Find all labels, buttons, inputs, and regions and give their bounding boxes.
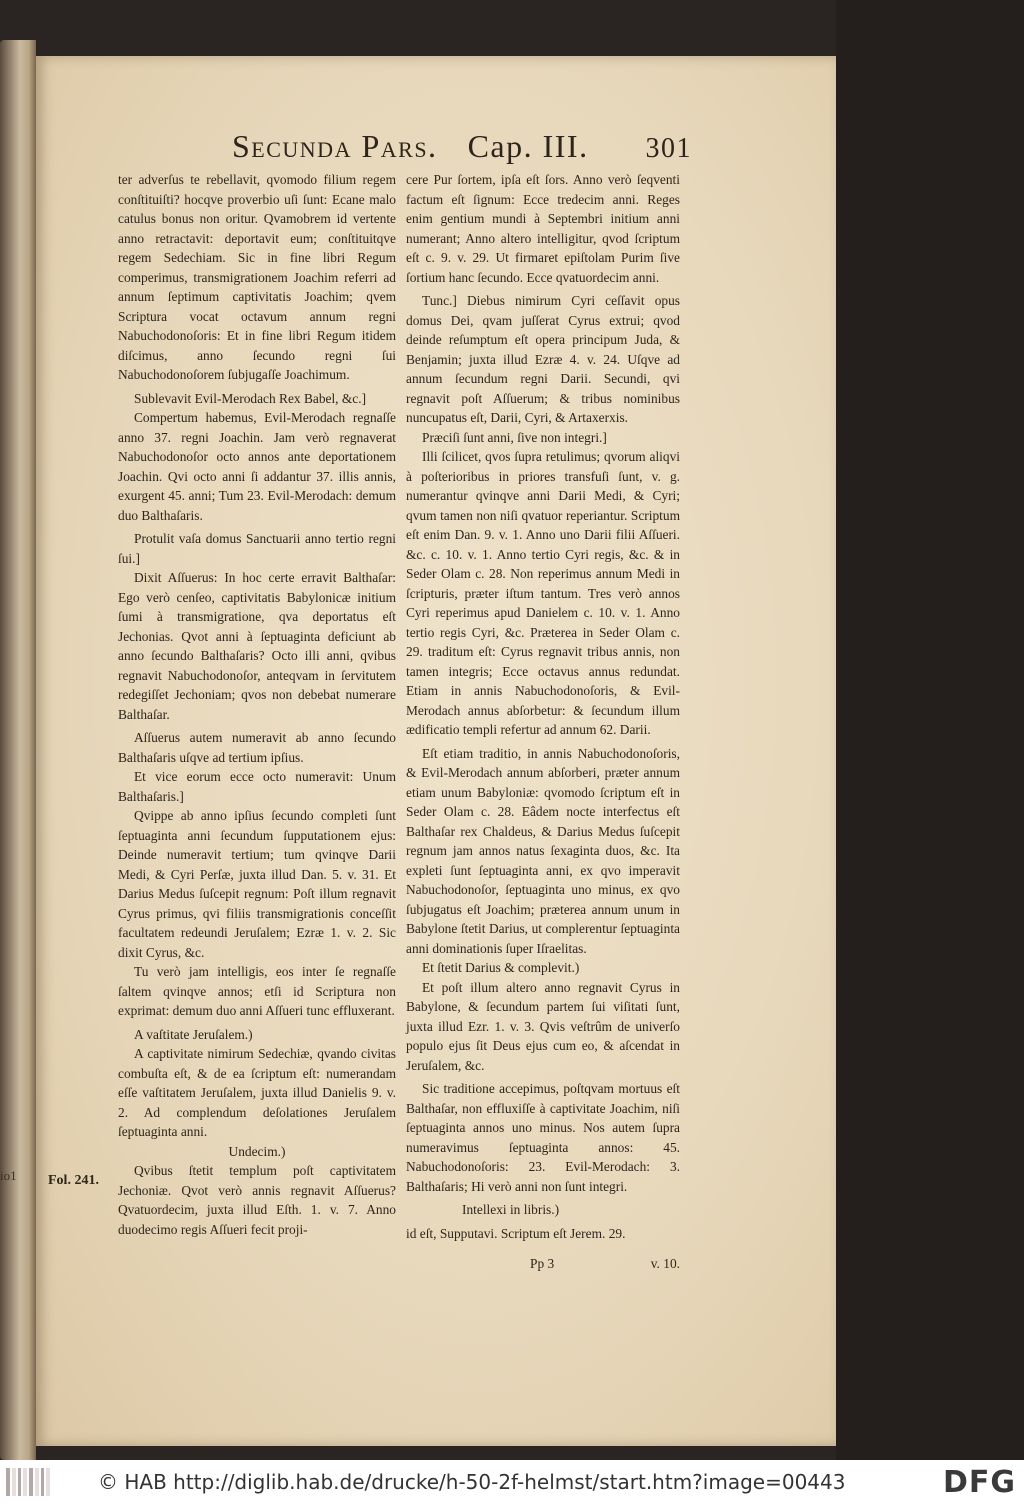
paragraph: cere Pur ſortem, ipſa eſt ſors. Anno verò ſeqventi factum eſt ſignum: Ecce tredecim anni. Reges enim gentium mundi à Septembri initium anni numerant; Anno altero intelligitur, qvod ſcriptum eſt c. 9. v. 29. Ut firmaret epiſtolam Purim ſive ſortium hanc ſecundo. Ecce qvatuordecim anni. [406,172,680,285]
paragraph: Compertum habemus, Evil-Merodach regnaſſe anno 37. regni Joachin. Jam verò regnaverat Nabuchodonoſor octo annos ante deportationem Joachin. Qvi octo anni ſi addantur 37. illis annis, exurgent 45. anni; Tum 23. Evil-Merodach: demum duo Balthaſaris. [118,410,396,523]
lemma: Et vice eorum ecce octo numeravit: Unum Balthaſaris.] [118,769,396,804]
margin-note: Fol. 241. [48,1173,99,1188]
paragraph: Dixit Aſſuerus: In hoc certe erravit Balthaſar: Ego verò cenſeo, captivitatis Babylonicæ initium ſumi à transmigratione, qva deportatus eſt Jechonias. Qvot anni à ſeptuaginta deficiunt ab anno ſecundo Balthaſaris? Octo illi anni, qvibus regnavit Nabuchodonoſor, anteqvam in ſervitutem redegiſſet Jechoniam; qvos non debebat numerare Balthaſar. [118,570,396,722]
lemma: A vaſtitate Jeruſalem.) [134,1026,253,1042]
page-foot [418,1256,680,1272]
right-column [406,170,680,1243]
paragraph: Eſt etiam traditio, in annis Nabuchodonoſoris, & Evil-Merodach annum abſorberi, præter annum etiam unum Babyloniæ: qvomodo ſcriptum eſt in Seder Olam c. 28. Eâdem nocte interfectus eſt Balthaſar rex Chaldeus, & Darius Medus ſuſcepit regnum jam annos natus ſexaginta duos, &c. Ita expleti ſunt ſeptuaginta anni, ex qvo imperavit Nabuchodonoſor, ſeptuaginta uno minus, ex qvo ſubjugatus eſt Joachim; præterea annum unum in Babylone ſtetit Darius, ut complerentur ſeptuaginta anni dominationis ſuper Iſraelitas. [406,745,680,956]
paragraph: Tunc.] Diebus nimirum Cyri ceſſavit opus domus Dei, qvam juſſerat Cyrus extrui; qvod deinde reſumptum eſt opera principum Juda, & Benjamin; juxta illud Ezræ 4. v. 24. Uſqve ad annum ſecundum regni Darii. Secundi, qvi regnavit poſt Aſſuerum; & tribus nominibus nuncupatus eſt, Darii, Cyri, & Artaxerxis. [406,293,680,425]
lemma: Præciſi ſunt anni, ſive non integri.] [422,429,607,445]
running-title: Secunda Pars. [232,128,438,164]
paragraph: Sic traditione accepimus, poſtqvam mortuus eſt Balthaſar, non effluxiſſe à captivitate Joachim, niſi ſeptuaginta annos uno minus. Nos autem ſupra numeravimus ſeptuaginta annos: 45. Nabuchodonoſoris: 23. Evil-Merodach: 3. Balthaſaris; Hi verò anni non ſunt integri. [406,1081,680,1194]
left-column [118,170,396,1239]
footer-url[interactable]: © HAB http://diglib.hab.de/drucke/h-50-2f-helmst/start.htm?image=00443 [98,1470,846,1494]
paragraph: A captivitate nimirum Sedechiæ, qvando civitas combuſta eſt, & de ea ſcriptum eſt: numerandam eſſe vaſtitatem Jeruſalem, juxta illud Danielis 9. v. 2. Ad complendum deſolationes Jeruſalem ſeptuaginta anni. [118,1046,396,1139]
background-right [836,0,1024,1460]
lemma: Sublevavit Evil-Merodach Rex Babel, &c.] [134,390,367,406]
paragraph: Qvibus ſtetit templum poſt captivitatem Jechoniæ. Qvot verò annis regnavit Aſſuerus? Qvatuordecim, juxta illud Eſth. 1. v. 7. Anno duodecimo regis Aſſueri fecit proji- [118,1163,396,1237]
signature-mark: Pp 3 [530,1256,555,1271]
chapter-heading: Cap. III. [467,128,589,164]
book-edge [0,40,36,1460]
lemma: Intellexi in libris.) [462,1202,560,1217]
paragraph: id eſt, Supputavi. Scriptum eſt Jerem. 29. [406,1225,626,1241]
lemma: Protulit vaſa domus Sanctuarii anno tertio regni ſui.] [118,531,396,566]
left-margin-fragment: io1 [0,1168,17,1183]
lemma: Et ſtetit Darius & complevit.) [422,960,580,975]
page-number: 301 [645,133,692,164]
paragraph: Illi ſcilicet, qvos ſupra retulimus; qvorum aliqvi à poſterioribus in priores transfuſi ſunt, v. g. numerantur qvinqve anni Darii Medi, & Cyri; qvum tamen non niſi qvatuor reperiantur. Scriptum eſt enim Dan. 9. v. 1. Anno uno Darii filii Aſſueri. &c. c. 10. v. 1. Anno tertio Cyri regis, &c. & in Seder Olam c. 28. Non reperimus annum Medi in ſcripturis, præter iſtum tantum. Tres verò annos Cyri reperimus apud Danielem c. 10. v. 1. Anno tertio regis Cyri, &c. Præterea in Seder Olam c. 29. traditum eſt: Cyrus regnavit tribus annis, non tamen integris; Ecce octavus annus redundat. Etiam in annis Nabuchodonoſoris, & Evil-Merodach annus abſorbetur: & ſecundum illum ædificatio templi refertur ad annum 62. Darii. [406,449,680,737]
catchword: v. 10. [650,1256,680,1271]
lemma: Undecim.) [228,1143,286,1159]
hab-logo-icon [6,1468,50,1496]
dfg-logo: DFG [942,1464,1016,1500]
paragraph: ter adverſus te rebellavit, qvomodo filium regem conſtituiſti? hocqve proverbio uſi ſunt: Ecane malo catulus bonus non oritur. Qvamobrem id vertente anno retractavit: deportavit eum; conſtituitqve regem Sedechiam. Sic in fine libri Regum comperimus, transmigrationem Joachim referri ad annum ſeptimum captivitatis Joachim; qvem Scriptura vocat octavum annum regni Nabuchodonoſoris: Et in fine libri Regum itidem diſcimus, anno ſecundo regni ſui Nabuchodonoſorem ſubjugaſſe Joachimum. [118,172,396,382]
footer-bar [0,1460,1024,1504]
lemma: Aſſuerus autem numeravit ab anno ſecundo Balthaſaris uſqve ad tertium ipſius. [118,730,396,765]
paragraph: Tu verò jam intelligis, eos inter ſe regnaſſe ſaltem qvinqve annos; etſi id Scriptura non exprimat: demum duo anni Aſſueri tunc effluxerant. [118,964,396,1018]
paragraph: Et poſt illum altero anno regnavit Cyrus in Babylone, & ſecundum partem ſui viſitati ſunt, juxta illud Ezr. 1. v. 3. Qvis veſtrûm de univerſo populo ejus ſit Deus ejus cum eo, & aſcendat in Jeruſalem, &c. [406,979,680,1073]
paragraph: Qvippe ab anno ipſius ſecundo completi ſunt ſeptuaginta anni ſecundum ſupputationem ejus: Deinde numeravit tertium; tum qvinqve Darii Medi, & Cyri Perſæ, juxta illud Dan. 5. v. 31. Et Darius Medus ſuſcepit regnum: Poſt illum regnavit Cyrus primus, qvi filiis transmigrationis conceſſit facultatem redeundi Jeruſalem; Ezræ 1. v. 2. Sic dixit Cyrus, &c. [118,808,396,960]
running-head [232,128,692,172]
